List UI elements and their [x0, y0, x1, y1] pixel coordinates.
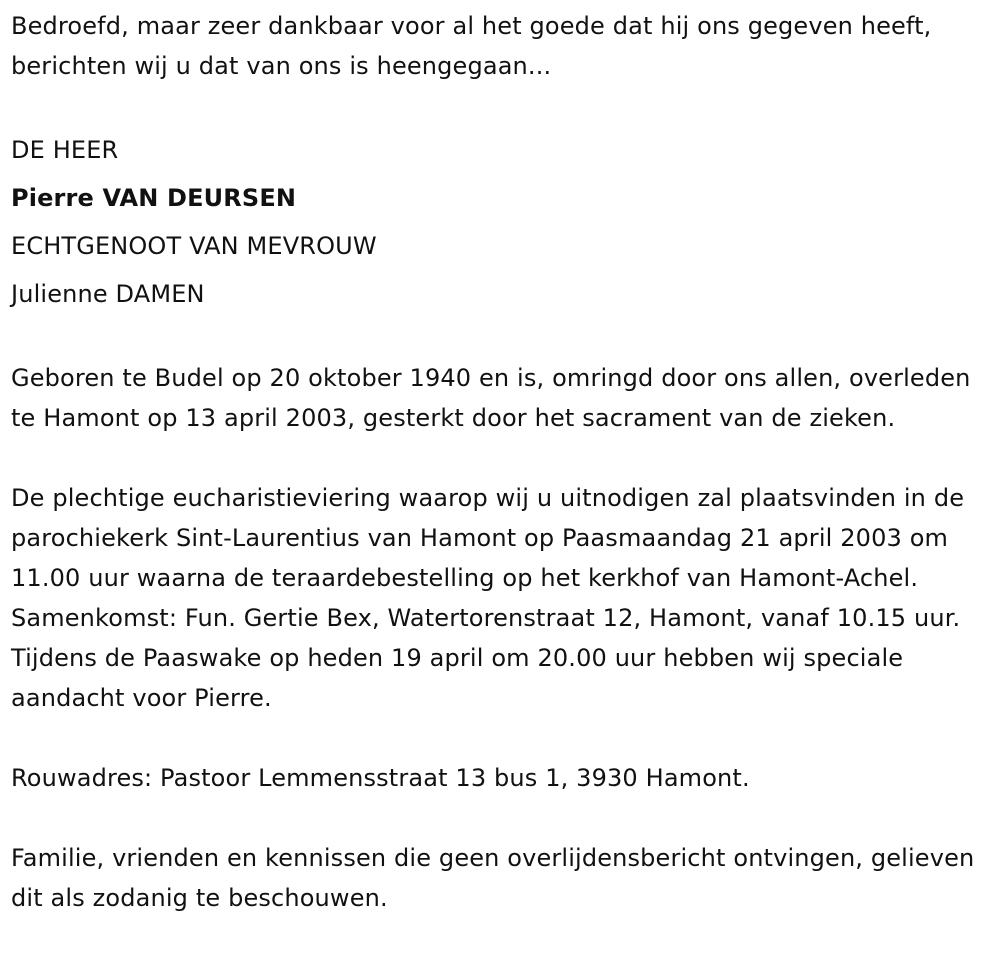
address-paragraph: Rouwadres: Pastoor Lemmensstraat 13 bus 1, 3930 Hamont.: [11, 764, 750, 792]
title-prefix: DE HEER: [11, 136, 119, 164]
ceremony-paragraph: De plechtige eucharistieviering waarop wij u uitnodigen zal plaatsvinden in de parochiekerk Sint-Laurentius van Hamont op Paasmaandag 21 april 2003 om 11.00 uur waarna de teraardebestelling op het kerkhof van Hamont-Achel. Samenkomst: Fun. Gertie Bex, Watertorenstraat 12, Hamont, vanaf 10.15 uur. Tijdens de Paaswake op heden 19 april om 20.00 uur hebben wij speciale aandacht voor Pierre.: [11, 484, 965, 712]
spouse-name: Julienne DAMEN: [11, 280, 205, 308]
paragraph-spacer: [11, 438, 990, 478]
paragraph-spacer: [11, 318, 990, 358]
relation-text: ECHTGENOOT VAN MEVROUW: [11, 232, 377, 260]
paragraph-spacer: [11, 798, 990, 838]
closing-paragraph: Familie, vrienden en kennissen die geen overlijdensbericht ontvingen, gelieven dit als zodanig te beschouwen.: [11, 844, 975, 912]
deceased-header: [11, 126, 990, 318]
deceased-name: Pierre VAN DEURSEN: [11, 184, 297, 212]
intro-paragraph: Bedroefd, maar zeer dankbaar voor al het goede dat hij ons gegeven heeft, berichten wij u dat van ons is heengegaan...: [11, 12, 932, 80]
paragraph-spacer: [11, 718, 990, 758]
paragraph-spacer: [11, 86, 990, 126]
birth-death-paragraph: Geboren te Budel op 20 oktober 1940 en is, omringd door ons allen, overleden te Hamont op 13 april 2003, gesterkt door het sacrament van de zieken.: [11, 364, 971, 432]
